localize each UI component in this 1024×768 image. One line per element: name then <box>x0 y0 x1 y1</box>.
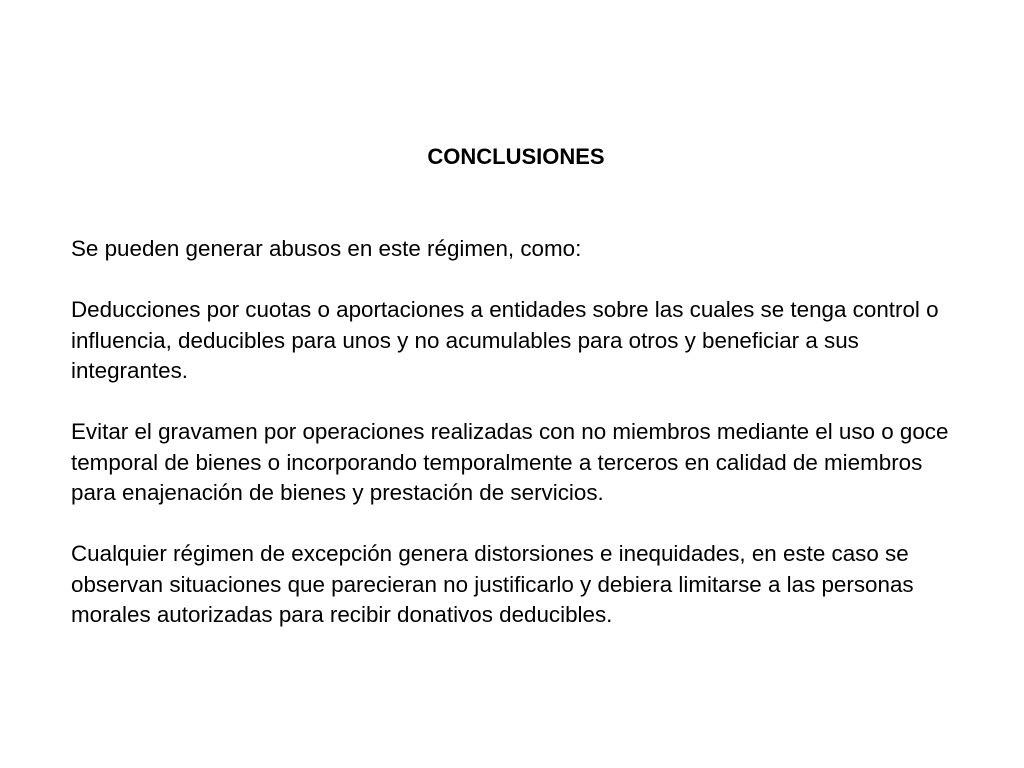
conclusion-paragraph-1: Deducciones por cuotas o aportaciones a entidades sobre las cuales se tenga control o influencia, deducibles para unos y no acumulables para otros y beneficiar a sus integrantes. <box>71 297 939 383</box>
conclusion-paragraph-2: Evitar el gravamen por operaciones realizadas con no miembros mediante el uso o goce temporal de bienes o incorporando temporalmente a terceros en calidad de miembros para enajenación de bienes y prestación de servicios. <box>71 419 949 505</box>
conclusion-paragraph-3: Cualquier régimen de excepción genera distorsiones e inequidades, en este caso se observan situaciones que parecieran no justificarlo y debiera limitarse a las personas morales autorizadas para recibir donativos deducibles. <box>71 541 914 627</box>
intro-paragraph: Se pueden generar abusos en este régimen, como: <box>71 236 582 261</box>
document-body <box>71 234 971 631</box>
page-title: CONCLUSIONES <box>427 144 605 169</box>
